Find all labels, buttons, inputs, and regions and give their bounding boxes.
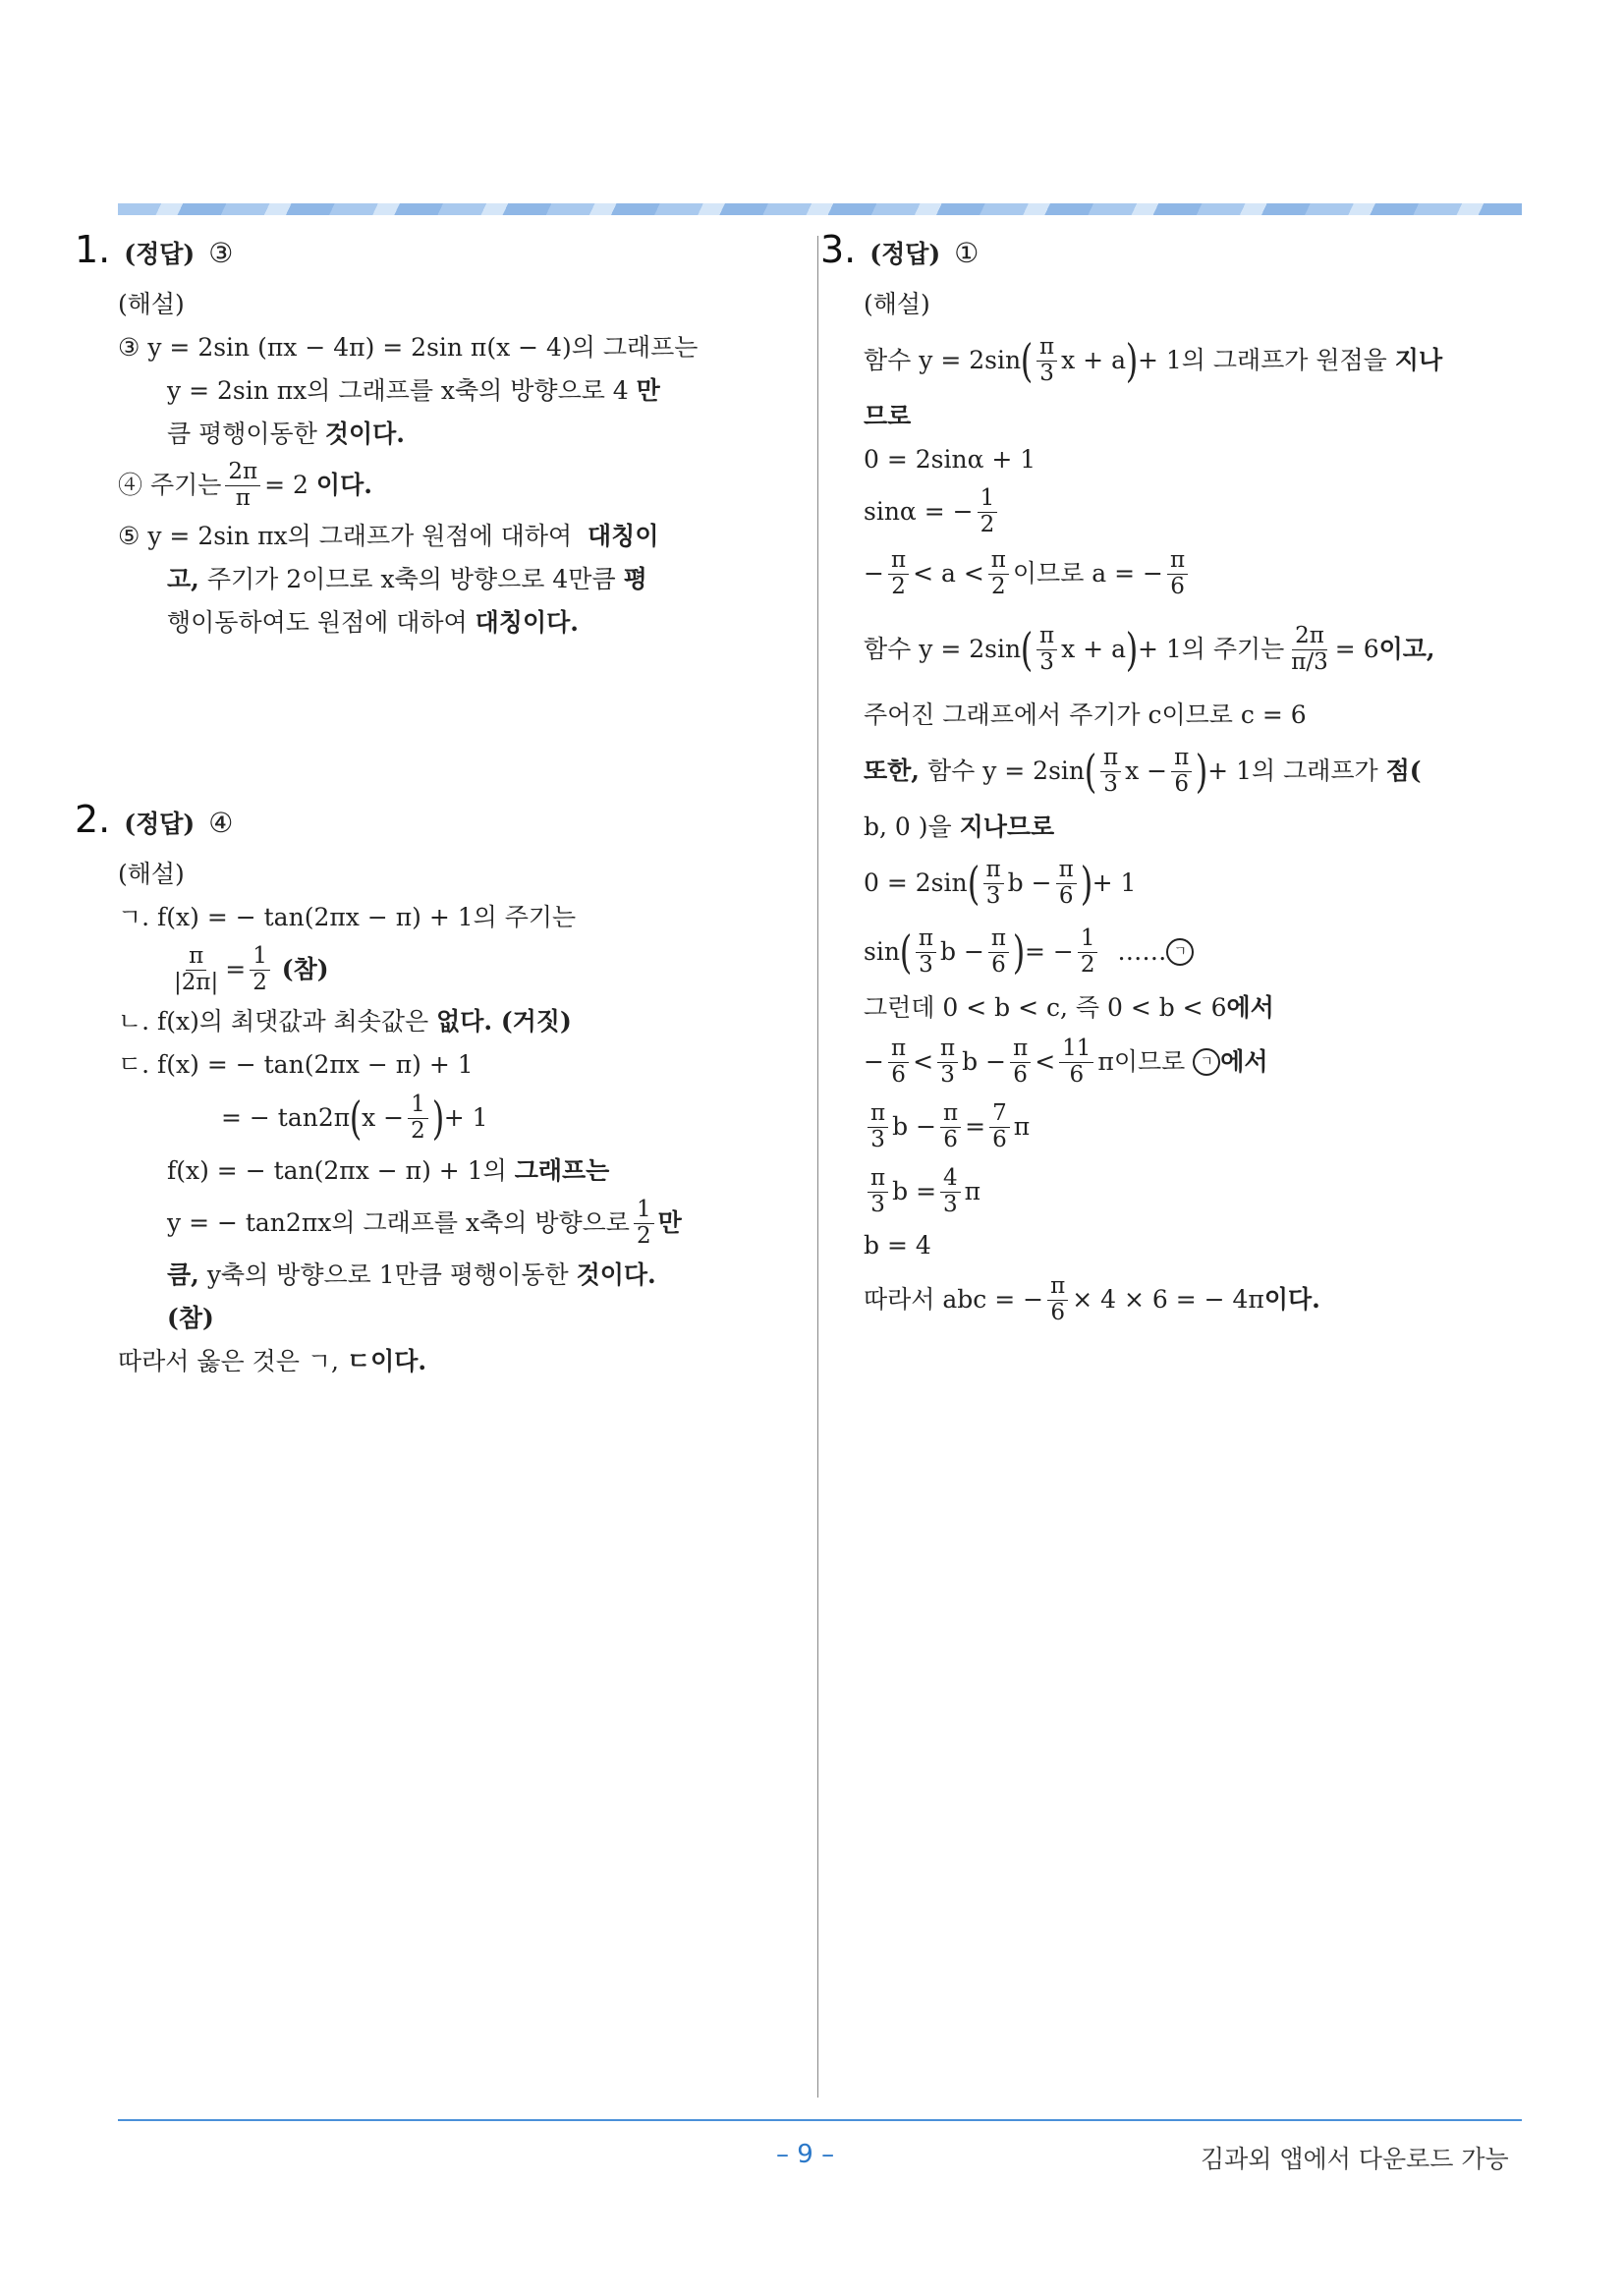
- q3-r5-fraction-3: [1167, 548, 1188, 599]
- q3-r6-fraction: [1036, 624, 1057, 675]
- frac-num: π: [988, 548, 1009, 574]
- q1-l7b: 대칭이다.: [475, 608, 579, 637]
- column-divider: [817, 236, 818, 2098]
- q3-r16: b = 4: [864, 1231, 931, 1260]
- right-paren: ): [1012, 925, 1026, 979]
- q3-line-5: [864, 542, 1528, 605]
- q3-r10b: + 1: [1092, 868, 1137, 897]
- q3-r11c: ……: [1117, 937, 1167, 966]
- q3-r12b: 에서: [1226, 993, 1274, 1022]
- right-paren: ): [1080, 857, 1092, 910]
- q3-r11-fraction-1: [916, 926, 936, 978]
- frac-num: 4: [940, 1166, 961, 1192]
- q2-d2-fraction: [408, 1092, 428, 1144]
- q3-r15-fraction-1: [868, 1166, 888, 1217]
- right-paren: ): [1125, 334, 1139, 387]
- q1-l6: 주기가 2이므로 x축의 방향으로 4만큼: [206, 565, 616, 593]
- q3-r14eq: =: [965, 1112, 986, 1141]
- q2-n1b: 없다. (거짓): [436, 1007, 572, 1036]
- q2-g2-fraction-1: [171, 944, 221, 995]
- q3-r13c: <: [1035, 1047, 1056, 1076]
- q3-r9a: b, 0 )을: [864, 812, 952, 841]
- q1-line-5: [118, 515, 772, 558]
- q3-r14-fraction-3: [989, 1101, 1010, 1152]
- q1-line-1: [118, 326, 772, 369]
- q2-d2x: x −: [362, 1103, 405, 1132]
- q3-r13-fraction-3: [1010, 1036, 1031, 1088]
- frac-den: 3: [1039, 360, 1054, 386]
- frac-den: 3: [919, 951, 933, 978]
- q1-header: [75, 228, 772, 283]
- q3-r6-fraction-2: [1288, 624, 1331, 675]
- frac-num: π: [988, 926, 1009, 952]
- q2-n1: ㄴ. f(x)의 최댓값과 최솟값은: [118, 1007, 429, 1036]
- frac-den: 6: [1170, 573, 1185, 599]
- q3-r1c: 지나: [1394, 346, 1443, 374]
- q3-r13-fraction-4: [1059, 1036, 1093, 1088]
- frac-den: |2π|: [174, 969, 219, 995]
- q3-r14-fraction-1: [868, 1101, 888, 1152]
- q2-line-d5: [167, 1254, 772, 1297]
- q3-r13-fraction-2: [937, 1036, 958, 1088]
- q3-r9b: 지나므로: [959, 812, 1055, 841]
- q2-line-fin: [118, 1340, 772, 1383]
- q3-line-17: [864, 1267, 1528, 1332]
- frac-den: π/3: [1291, 648, 1328, 675]
- frac-den: 2: [980, 511, 995, 537]
- left-paren: (: [967, 857, 980, 910]
- left-column: [75, 228, 772, 1383]
- q1-l3b: 것이다.: [324, 420, 405, 448]
- q2-d2a: = − tan2π: [221, 1103, 351, 1132]
- q2-d6b: (참): [167, 1304, 214, 1332]
- frac-num: π: [983, 858, 1004, 883]
- q3-expl-label: (해설): [864, 290, 930, 318]
- q3-r17a: 따라서 abc = −: [864, 1285, 1044, 1314]
- q3-r14x: b −: [892, 1112, 937, 1141]
- q2-line-d1: [118, 1043, 772, 1087]
- q1-explanation: [118, 283, 772, 644]
- q2-line-d6: [167, 1297, 772, 1340]
- frac-num: 1: [1078, 926, 1098, 952]
- frac-num: 7: [989, 1101, 1010, 1127]
- frac-num: π: [1036, 335, 1057, 361]
- q2-d3: f(x) = − tan(2πx − π) + 1의: [167, 1156, 507, 1185]
- q3-line-4: [864, 481, 1528, 542]
- q3-r6d: 이고,: [1378, 635, 1435, 663]
- q3-r12a: 그런데 0 < b < c, 즉 0 < b < 6: [864, 993, 1227, 1022]
- q1-l2b: 만: [636, 376, 660, 405]
- q2-expl-label: (해설): [118, 860, 185, 888]
- frac-den: 6: [1050, 1299, 1065, 1325]
- q3-number: 3.: [820, 228, 857, 271]
- q3-r6c: = 6: [1334, 635, 1379, 663]
- q3-r7: 주어진 그래프에서 주기가 c이므로 c = 6: [864, 700, 1307, 729]
- q1-line-4: [118, 456, 772, 515]
- q2-g2-eq: =: [225, 955, 247, 983]
- frac-num: π: [1167, 548, 1188, 574]
- frac-num: 1: [634, 1198, 654, 1223]
- footer-source-text: 김과외 앱에서 다운로드 가능: [1201, 2145, 1509, 2173]
- footer-line: [118, 2119, 1522, 2121]
- frac-num: π: [888, 548, 909, 574]
- frac-num: π: [1056, 858, 1077, 883]
- q3-line-13: [864, 1030, 1528, 1094]
- q3-r6b: + 1의 주기는: [1137, 635, 1285, 663]
- frac-num: π: [937, 1036, 958, 1062]
- q3-r17b: × 4 × 6 = − 4π: [1072, 1285, 1264, 1314]
- q1-line-7: [167, 601, 772, 644]
- q3-line-3: [864, 438, 1528, 481]
- q3-line-10: [864, 849, 1528, 918]
- q3-line-16: [864, 1224, 1528, 1267]
- frac-num: π: [940, 1101, 961, 1127]
- q3-r8-fraction-1: [1100, 746, 1121, 797]
- q2-d5c: 것이다.: [576, 1260, 656, 1289]
- q3-r13b: <: [913, 1047, 934, 1076]
- q3-r11x: b −: [940, 937, 984, 966]
- q1-label: (정답): [124, 240, 196, 268]
- q3-answer: ①: [954, 237, 980, 269]
- q3-r10x: b −: [1007, 868, 1052, 897]
- q2-line-d2: [221, 1087, 772, 1149]
- q3-line-6: [864, 605, 1528, 694]
- q2-g2-fraction-2: [250, 944, 270, 995]
- q1-l6b1: 고,: [167, 565, 199, 593]
- q2-d4: y = − tan2πx의 그래프를 x축의 방향으로: [167, 1208, 630, 1237]
- q1-l1: ③ y = 2sin (πx − 4π) = 2sin π(x − 4)의 그래프는: [118, 333, 699, 362]
- frac-num: π: [868, 1101, 888, 1127]
- q3-r11a: sin: [864, 937, 900, 966]
- q3-r5a: −: [864, 559, 884, 588]
- frac-den: 6: [891, 1061, 906, 1088]
- q3-line-1: [864, 326, 1528, 395]
- q3-r11-fraction-3: [1078, 926, 1098, 978]
- frac-den: 2: [1080, 951, 1095, 978]
- q3-r15-fraction-2: [940, 1166, 961, 1217]
- frac-den: 2: [636, 1222, 651, 1249]
- q3-r15y: π: [964, 1177, 981, 1205]
- q3-r4a: sinα = −: [864, 497, 974, 526]
- q3-r13x: b −: [962, 1047, 1007, 1076]
- frac-num: π: [1036, 624, 1057, 649]
- frac-den: 2: [991, 573, 1006, 599]
- q3-r6x: x + a: [1061, 635, 1126, 663]
- left-paren: (: [349, 1092, 363, 1145]
- q3-r6a: 함수 y = 2sin: [864, 635, 1022, 663]
- q3-r8c: + 1의 그래프가: [1207, 756, 1378, 785]
- q3-r8x: x −: [1125, 756, 1168, 785]
- q3-line-11: [864, 918, 1528, 986]
- frac-num: π: [916, 926, 936, 952]
- q2-d5: y축의 방향으로 1만큼 평행이동한: [206, 1260, 569, 1289]
- frac-num: π: [1010, 1036, 1031, 1062]
- frac-den: 6: [1174, 770, 1189, 797]
- q3-r1-fraction: [1036, 335, 1057, 386]
- frac-den: 3: [943, 1191, 958, 1217]
- right-paren: ): [431, 1092, 445, 1145]
- page-number: – 9 –: [776, 2140, 835, 2169]
- q1-l2: y = 2sin πx의 그래프를 x축의 방향으로 4: [167, 376, 629, 405]
- q2-number: 2.: [75, 798, 111, 841]
- q2-line-g1: [118, 896, 772, 939]
- q3-r5-fraction-2: [988, 548, 1009, 599]
- frac-num: 2π: [1292, 624, 1327, 649]
- q2-g2b: (참): [281, 955, 329, 983]
- spacer: [75, 644, 772, 762]
- q2-header: [75, 798, 772, 853]
- circled-giyeok-marker: ㄱ: [1193, 1048, 1220, 1076]
- q3-r8-fraction-2: [1171, 746, 1192, 797]
- frac-num: 1: [978, 486, 998, 512]
- q3-r8a: 함수 y = 2sin: [926, 756, 1086, 785]
- q3-r2b: 므로: [864, 402, 912, 430]
- q3-r5-fraction-1: [888, 548, 909, 599]
- q1-l4c: 이다.: [315, 471, 372, 499]
- frac-den: 6: [992, 1126, 1007, 1152]
- q2-answer: ④: [208, 807, 234, 839]
- frac-den: 2: [252, 969, 267, 995]
- q3-r5b: < a <: [913, 559, 984, 588]
- q3-r1x: x + a: [1061, 346, 1126, 374]
- frac-num: 1: [408, 1092, 428, 1118]
- q3-r14y: π: [1013, 1112, 1031, 1141]
- q1-line-2: [167, 369, 772, 413]
- q3-r8b: 또한,: [864, 756, 921, 785]
- q3-r13-fraction-1: [888, 1036, 909, 1088]
- q1-line-6: [167, 558, 772, 601]
- frac-den: 3: [940, 1061, 955, 1088]
- right-paren: ): [1125, 623, 1139, 676]
- frac-num: 1: [250, 944, 270, 970]
- q1-l5b: 대칭이: [588, 522, 659, 550]
- q1-l6b2: 평: [623, 565, 647, 593]
- q3-line-8: [864, 737, 1528, 806]
- frac-num: 11: [1059, 1036, 1093, 1062]
- q3-line-15: [864, 1159, 1528, 1224]
- q3-r1b: + 1의 그래프가 원점을: [1137, 346, 1387, 374]
- q2-d1: ㄷ. f(x) = − tan(2πx − π) + 1: [118, 1050, 474, 1079]
- right-paren: ): [1195, 745, 1208, 798]
- q1-expl-label: (해설): [118, 290, 185, 318]
- frac-den: 6: [1069, 1061, 1085, 1088]
- frac-den: 3: [1039, 648, 1054, 675]
- q3-r10a: 0 = 2sin: [864, 868, 968, 897]
- frac-num: π: [1100, 746, 1121, 771]
- q1-l4-fraction: [225, 460, 260, 511]
- q3-r13d: π이므로: [1097, 1047, 1186, 1076]
- q2-label: (정답): [124, 810, 196, 838]
- q3-r1a: 함수 y = 2sin: [864, 346, 1022, 374]
- left-paren: (: [1020, 334, 1034, 387]
- frac-num: π: [868, 1166, 888, 1192]
- frac-num: 2π: [225, 460, 260, 485]
- q2-line-d4: [167, 1193, 772, 1254]
- q2-d3b: 그래프는: [514, 1156, 610, 1185]
- top-decorative-bar: [118, 203, 1522, 215]
- q3-r15x: b =: [892, 1177, 937, 1205]
- q3-line-12: [864, 986, 1528, 1030]
- q2-d4-fraction: [634, 1198, 654, 1249]
- frac-den: 3: [870, 1126, 885, 1152]
- q2-g1: ㄱ. f(x) = − tan(2πx − π) + 1의 주기는: [118, 903, 577, 931]
- q1-l4b: = 2: [264, 471, 308, 499]
- frac-num: π: [1047, 1274, 1068, 1300]
- q3-line-9: [864, 806, 1528, 849]
- frac-num: π: [888, 1036, 909, 1062]
- left-paren: (: [1020, 623, 1034, 676]
- q3-header: [820, 228, 1528, 283]
- circled-giyeok-marker: ㄱ: [1166, 938, 1194, 966]
- frac-den: 6: [991, 951, 1006, 978]
- q3-line-2: [864, 395, 1528, 438]
- q1-l3: 큼 평행이동한: [167, 420, 317, 448]
- q1-l4a: ④ 주기는: [118, 471, 222, 499]
- q2-explanation: [118, 853, 772, 1383]
- spacer: [75, 762, 772, 798]
- right-column: [820, 228, 1528, 1332]
- q3-r8d: 점(: [1385, 756, 1422, 785]
- q3-explanation: [864, 283, 1528, 1332]
- q3-line-14: [864, 1094, 1528, 1159]
- q3-r13e: 에서: [1220, 1047, 1268, 1076]
- frac-den: 2: [411, 1117, 425, 1144]
- q1-answer: ③: [208, 237, 234, 269]
- q1-l7: 행이동하여도 원점에 대하여: [167, 608, 468, 637]
- q1-l5: ⑤ y = 2sin πx의 그래프가 원점에 대하여: [118, 522, 573, 550]
- q3-r17c: 이다.: [1263, 1285, 1320, 1314]
- q3-r14-fraction-2: [940, 1101, 961, 1152]
- q2-d4b: 만: [657, 1208, 682, 1237]
- q3-r3: 0 = 2sinα + 1: [864, 445, 1036, 474]
- q2-line-g2: [167, 939, 772, 1000]
- q2-finb: ㄷ이다.: [346, 1347, 427, 1375]
- frac-den: 3: [870, 1191, 885, 1217]
- frac-den: π: [235, 484, 251, 511]
- frac-num: π: [186, 944, 206, 970]
- q3-r10-fraction-1: [983, 858, 1004, 909]
- q3-r10-fraction-2: [1056, 858, 1077, 909]
- q3-line-7: [864, 694, 1528, 737]
- q2-d5b: 큼,: [167, 1260, 199, 1289]
- q3-r11-fraction-2: [988, 926, 1009, 978]
- q1-line-3: [167, 413, 772, 456]
- q2-line-d3: [167, 1149, 772, 1193]
- frac-den: 3: [985, 882, 1001, 909]
- q2-fin: 따라서 옳은 것은 ㄱ,: [118, 1347, 339, 1375]
- q2-line-n1: [118, 1000, 772, 1043]
- left-paren: (: [899, 925, 913, 979]
- q2-d2b: + 1: [443, 1103, 488, 1132]
- frac-den: 3: [1103, 770, 1118, 797]
- q3-r4-fraction: [978, 486, 998, 537]
- frac-den: 6: [1058, 882, 1074, 909]
- q1-number: 1.: [75, 228, 111, 271]
- q3-r17-fraction: [1047, 1274, 1068, 1325]
- q3-r11b: = −: [1025, 937, 1074, 966]
- frac-den: 2: [891, 573, 906, 599]
- q3-label: (정답): [869, 240, 941, 268]
- q3-r13a: −: [864, 1047, 884, 1076]
- frac-den: 6: [943, 1126, 958, 1152]
- frac-den: 6: [1013, 1061, 1028, 1088]
- frac-num: π: [1171, 746, 1192, 771]
- q3-r5c: 이므로 a = −: [1012, 559, 1163, 588]
- left-paren: (: [1084, 745, 1097, 798]
